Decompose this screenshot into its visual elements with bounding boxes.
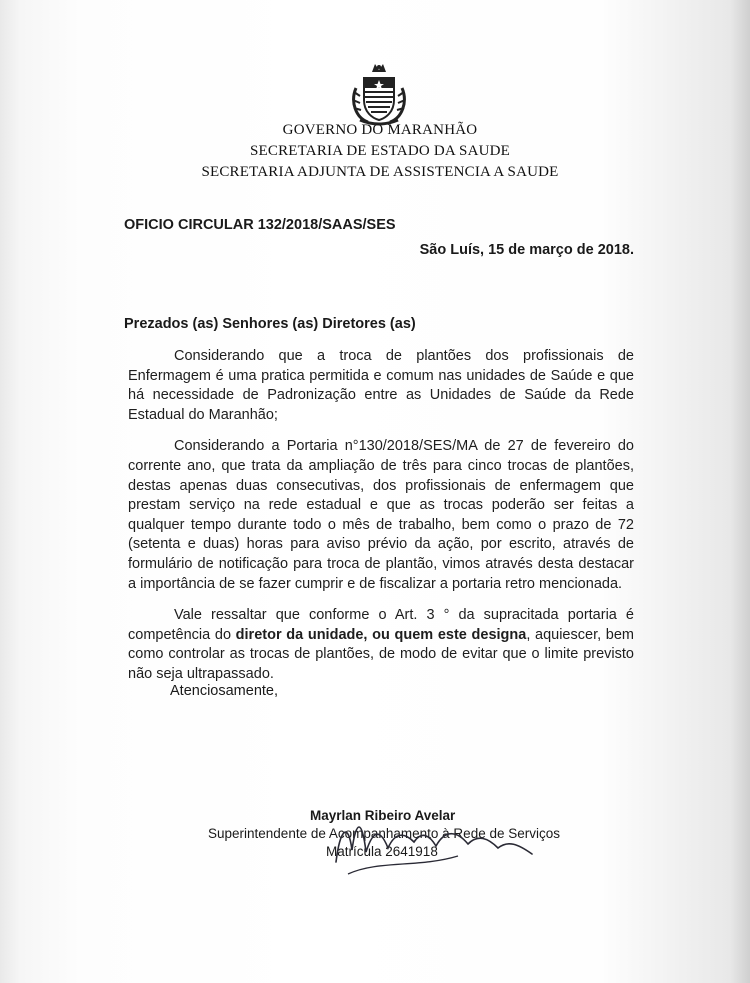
closing: Atenciosamente, [170,683,279,699]
paragraph-3-emphasis: diretor da unidade, ou quem este designa [235,626,527,643]
paragraph-1: Considerando que a troca de plantões dos profissionais de Enfermagem é uma pratica permitida e comum nas unidades de Saúde e que há necessidade de Padronização entre as Unidades de Saúde da Rede Estadual do Maranhão; [128,348,634,423]
header-adjunct-secretariat: SECRETARIA ADJUNTA DE ASSISTENCIA A SAUDE [201,164,559,180]
paragraph-3 [128,606,634,684]
document-reference: OFICIO CIRCULAR 132/2018/SAAS/SES [124,217,396,233]
paragraph-3-start: Vale ressaltar que conforme o Art. 3 ° da supracitada portaria é competência do [128,607,634,643]
signatory-registration: Matrícula 2641918 [326,844,438,859]
signatory-name: Mayrlan Ribeiro Avelar [310,808,456,823]
coat-of-arms-icon [348,62,410,126]
header-secretariat: SECRETARIA DE ESTADO DA SAUDE [249,143,511,159]
signatory-role: Superintendente de Acompanhamento à Rede de Serviços [208,826,560,841]
paragraph-2: Considerando a Portaria n°130/2018/SES/MA de 27 de fevereiro do corrente ano, que trata da ampliação de três para cinco trocas de plantões, destas apenas duas consecutivas, dos profissionais de enfermagem que prestam serviço na rede estadual e que as trocas poderão ser feitas a qualquer tempo durante todo o mês de trabalho, bem como o prazo de 72 (setenta e duas) horas para aviso prévio da ação, por escrito, através de formulário de notificação para troca de plantão, vimos através desta destacar a importância de se fazer cumprir e de fiscalizar a portaria retro mencionada. [128,438,634,592]
place-date: São Luís, 15 de março de 2018. [419,242,634,258]
letter-body [128,347,634,697]
header-government: GOVERNO DO MARANHÃO [282,122,478,138]
salutation: Prezados (as) Senhores (as) Diretores (as) [124,316,416,332]
paragraph-3-end: , aquiescer, bem como controlar as trocas de plantões, de modo de evitar que o limite previsto não seja ultrapassado. [128,626,634,682]
handwritten-signature-icon [318,790,548,880]
